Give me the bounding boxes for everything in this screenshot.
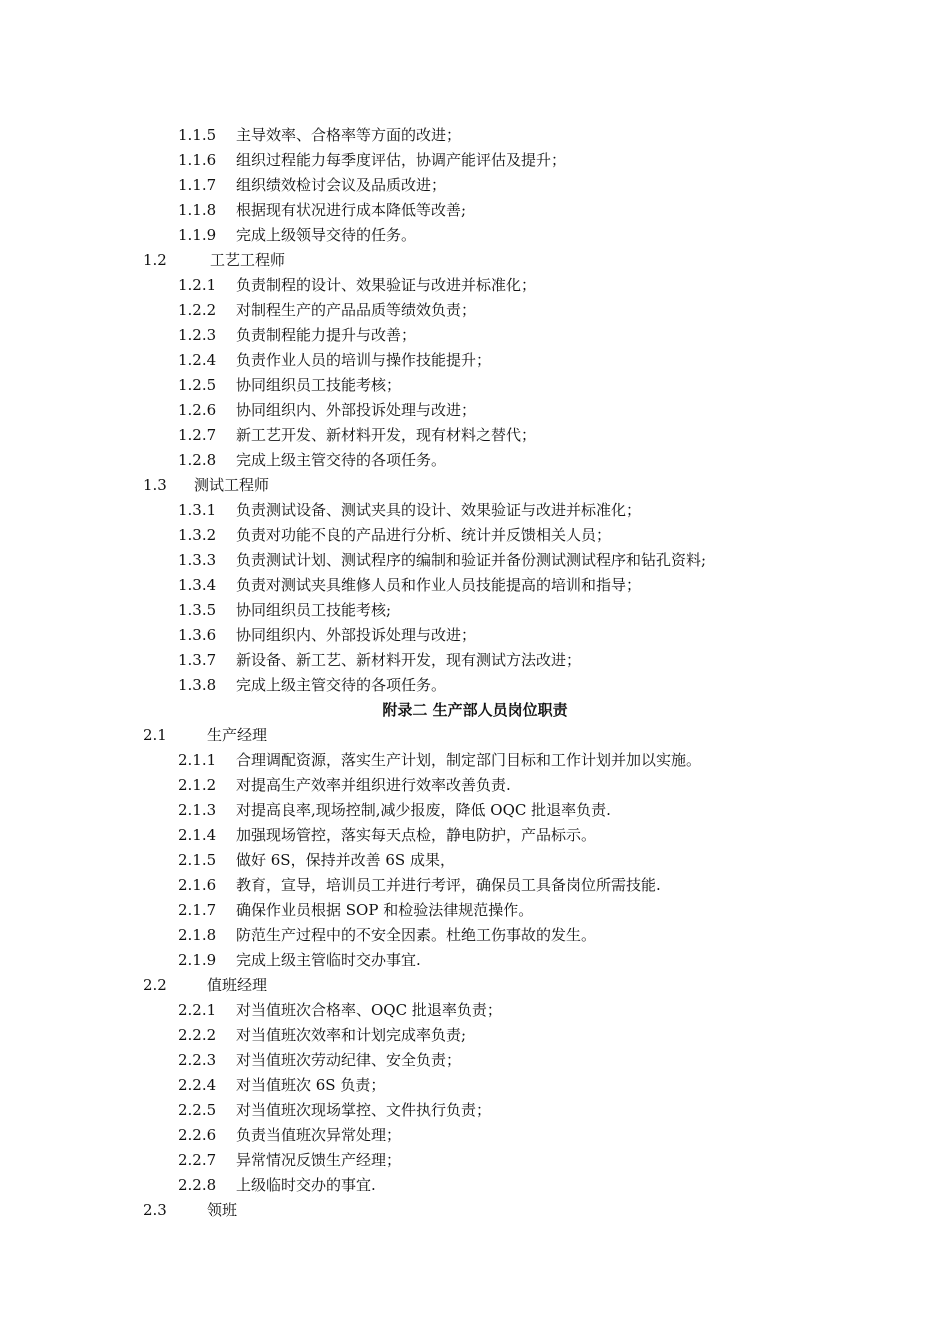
item-number: 1.3.4 [178,576,217,594]
list-item [0,1023,950,1048]
item-text: 协同组织员工技能考核; [236,601,392,619]
item-text: 负责作业人员的培训与操作技能提升； [236,351,492,369]
list-item [0,198,950,223]
section-heading [0,473,950,498]
item-text: 对提高良率,现场控制,减少报废，降低 OQC 批退率负责. [236,801,611,819]
item-text: 组织过程能力每季度评估，协调产能评估及提升； [236,151,567,169]
item-number: 2.3 [143,1201,167,1219]
item-number: 1.2.7 [178,426,217,444]
item-number: 1.3.3 [178,551,217,569]
list-item [0,623,950,648]
item-text: 负责制程能力提升与改善； [236,326,417,344]
item-number: 1.1.5 [178,126,217,144]
item-number: 1.2.3 [178,326,217,344]
item-number: 2.1.9 [178,951,217,969]
item-number: 2.2.3 [178,1051,217,1069]
item-text: 测试工程师 [194,476,270,494]
item-number: 1.3.7 [178,651,217,669]
list-item [0,748,950,773]
list-item [0,1173,950,1198]
item-text: 值班经理 [207,976,268,994]
list-item [0,1073,950,1098]
item-text: 根据现有状况进行成本降低等改善; [236,201,467,219]
item-number: 2.2.4 [178,1076,217,1094]
list-item [0,498,950,523]
appendix-heading: 附录二 生产部人员岗位职责 [382,701,568,719]
list-item [0,673,950,698]
item-text: 新工艺开发、新材料开发，现有材料之替代； [236,426,537,444]
item-number: 1.1.9 [178,226,217,244]
item-text: 防范生产过程中的不安全因素。杜绝工伤事故的发生。 [236,926,597,944]
list-item [0,648,950,673]
list-item [0,573,950,598]
list-item [0,148,950,173]
list-item [0,298,950,323]
item-number: 1.2.2 [178,301,217,319]
list-item [0,398,950,423]
list-item [0,273,950,298]
item-text: 完成上级领导交待的任务。 [236,226,417,244]
item-number: 1.1.7 [178,176,217,194]
item-number: 2.2.5 [178,1101,217,1119]
list-item [0,898,950,923]
item-text: 完成上级主管临时交办事宜. [236,951,421,969]
item-number: 1.3.2 [178,526,217,544]
list-item [0,123,950,148]
list-item [0,373,950,398]
list-item [0,423,950,448]
item-text: 协同组织内、外部投诉处理与改进； [236,626,477,644]
list-item [0,1098,950,1123]
item-text: 完成上级主管交待的各项任务。 [236,451,447,469]
item-number: 1.2.8 [178,451,217,469]
item-text: 主导效率、合格率等方面的改进； [236,126,462,144]
item-text: 新设备、新工艺、新材料开发，现有测试方法改进； [236,651,582,669]
item-text: 对提高生产效率并组织进行效率改善负责. [236,776,511,794]
item-number: 2.2.7 [178,1151,217,1169]
item-number: 2.2.2 [178,1026,217,1044]
list-item [0,548,950,573]
document-page [0,123,950,1223]
item-text: 对当值班次现场掌控、文件执行负责； [236,1101,492,1119]
item-text: 负责当值班次异常处理； [236,1126,402,1144]
item-number: 2.1.3 [178,801,217,819]
item-text: 对当值班次劳动纪律、安全负责； [236,1051,462,1069]
item-text: 负责测试计划、测试程序的编制和验证并备份测试测试程序和钻孔资料; [236,551,707,569]
list-item [0,998,950,1023]
item-number: 2.2.6 [178,1126,217,1144]
item-number: 1.2.6 [178,401,217,419]
item-number: 1.2 [143,251,167,269]
item-text: 协同组织员工技能考核； [236,376,402,394]
list-item [0,598,950,623]
list-item [0,873,950,898]
item-text: 对当值班次 6S 负责； [236,1076,386,1094]
item-text: 对制程生产的产品品质等绩效负责； [236,301,477,319]
item-text: 负责对功能不良的产品进行分析、统计并反馈相关人员； [236,526,612,544]
item-number: 1.1.6 [178,151,217,169]
list-item [0,773,950,798]
item-number: 1.3.8 [178,676,217,694]
list-item [0,848,950,873]
item-text: 组织绩效检讨会议及品质改进； [236,176,447,194]
list-item [0,223,950,248]
item-text: 协同组织内、外部投诉处理与改进； [236,401,477,419]
list-item [0,923,950,948]
list-item [0,823,950,848]
list-item [0,1123,950,1148]
list-item [0,523,950,548]
item-text: 完成上级主管交待的各项任务。 [236,676,447,694]
list-item [0,173,950,198]
section-heading [0,723,950,748]
item-text: 加强现场管控，落实每天点检，静电防护，产品标示。 [236,826,597,844]
section-heading [0,973,950,998]
item-text: 领班 [207,1201,238,1219]
list-item [0,323,950,348]
item-text: 做好 6S，保持并改善 6S 成果， [236,851,455,869]
section-heading [0,1198,950,1223]
item-number: 2.1.2 [178,776,217,794]
section-heading [0,248,950,273]
item-number: 2.1.6 [178,876,217,894]
item-number: 1.2.1 [178,276,217,294]
item-text: 生产经理 [207,726,268,744]
item-text: 教育，宣导，培训员工并进行考评，确保员工具备岗位所需技能. [236,876,661,894]
item-number: 2.2 [143,976,167,994]
list-item [0,948,950,973]
list-item [0,448,950,473]
item-text: 工艺工程师 [210,251,286,269]
item-text: 负责测试设备、测试夹具的设计、效果验证与改进并标准化； [236,501,642,519]
item-number: 2.2.1 [178,1001,217,1019]
item-text: 异常情况反馈生产经理； [236,1151,402,1169]
item-number: 2.1.4 [178,826,217,844]
item-text: 合理调配资源，落实生产计划，制定部门目标和工作计划并加以实施。 [236,751,702,769]
item-text: 确保作业员根据 SOP 和检验法律规范操作。 [236,901,534,919]
item-number: 2.1 [143,726,167,744]
item-number: 1.2.4 [178,351,217,369]
item-number: 1.3.6 [178,626,217,644]
list-item [0,1048,950,1073]
item-text: 对当值班次效率和计划完成率负责; [236,1026,467,1044]
item-text: 负责制程的设计、效果验证与改进并标准化； [236,276,537,294]
item-number: 1.2.5 [178,376,217,394]
list-item [0,1148,950,1173]
item-text: 负责对测试夹具维修人员和作业人员技能提高的培训和指导； [236,576,642,594]
item-number: 2.1.8 [178,926,217,944]
item-number: 2.1.5 [178,851,217,869]
item-text: 对当值班次合格率、OQC 批退率负责； [236,1001,502,1019]
item-number: 2.2.8 [178,1176,217,1194]
item-number: 1.3.1 [178,501,217,519]
item-number: 1.3 [143,476,167,494]
item-number: 2.1.7 [178,901,217,919]
list-item [0,348,950,373]
item-number: 1.1.8 [178,201,217,219]
item-number: 1.3.5 [178,601,217,619]
list-item [0,798,950,823]
item-text: 上级临时交办的事宜. [236,1176,376,1194]
item-number: 2.1.1 [178,751,217,769]
